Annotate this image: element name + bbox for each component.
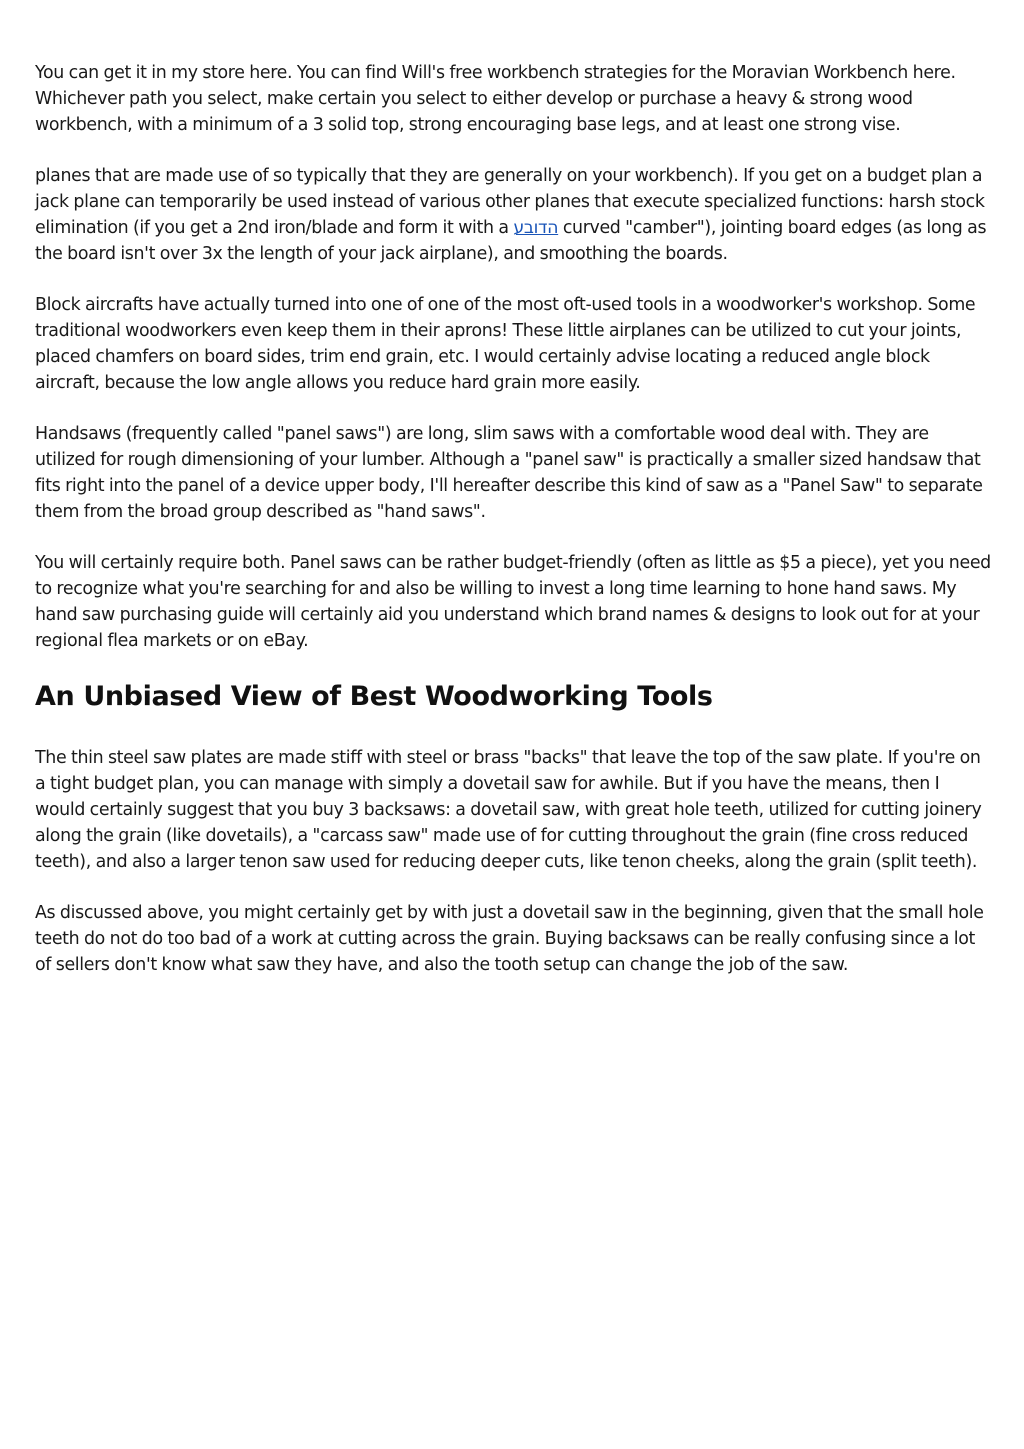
paragraph-handsaws: Handsaws (frequently called "panel saws") are long, slim saws with a comfortable wood deal with. They are utilized for rough dimensioning of your lumber. Although a "panel saw" is practically a smaller sized handsaw that fits right into the panel of a device upper body, I'll hereafter describe this kind of saw as a "Panel Saw" to separate them from the broad group described as "hand saws". — [35, 424, 983, 522]
paragraph-planes — [35, 163, 993, 267]
paragraph-dovetail-saw: As discussed above, you might certainly get by with just a dovetail saw in the beginning, given that the small hole teeth do not do too bad of a work at cutting across the grain. Buying backsaws can be really confusing since a lot of sellers don't know what saw they have, and also the tooth setup can change the job of the saw. — [35, 903, 984, 975]
paragraph-planes-text-end: curved "camber"), jointing board edges (as long as the board isn't over 3x the length of your jack airplane), and smoothing the boards. — [35, 218, 987, 264]
inline-link[interactable]: הדובע — [513, 218, 559, 238]
paragraph-backsaws: The thin steel saw plates are made stiff with steel or brass "backs" that leave the top of the saw plate. If you're on a tight budget plan, you can manage with simply a dovetail saw for awhile. But if you have the means, then I would certainly suggest that you buy 3 backsaws: a dovetail saw, with great hole teeth, utilized for cutting joinery along the grain (like dovetails), a "carcass saw" made use of for cutting throughout the grain (fine cross reduced teeth), and also a larger tenon saw used for reducing deeper cuts, like tenon cheeks, along the grain (split teeth). — [35, 748, 982, 872]
paragraph-workbench: You can get it in my store here. You can find Will's free workbench strategies for the Moravian Workbench here. Whichever path you select, make certain you select to either develop or purchase a heavy & strong wood workbench, with a minimum of a 3 solid top, strong encouraging base legs, and at least one strong vise. — [35, 63, 956, 135]
paragraph-planes-text-start: planes that are made use of so typically that they are generally on your workbench). If you get on a budget plan a jack plane can temporarily be used instead of various other planes that execute specialized functions: harsh stock elimination (if you get a 2nd iron/blade and form it with a — [35, 166, 985, 238]
section-heading: An Unbiased View of Best Woodworking Tools — [35, 681, 713, 712]
paragraph-block-planes: Block aircrafts have actually turned into one of one of the most oft-used tools in a woodworker's workshop. Some traditional woodworkers even keep them in their aprons! These little airplanes can be utilized to cut your joints, placed chamfers on board sides, trim end grain, etc. I would certainly advise locating a reduced angle block aircraft, because the low angle allows you reduce hard grain more easily. — [35, 295, 976, 393]
paragraph-panel-saws: You will certainly require both. Panel saws can be rather budget-friendly (often as little as $5 a piece), yet you need to recognize what you're searching for and also be willing to invest a long time learning to hone hand saws. My hand saw purchasing guide will certainly aid you understand which brand names & designs to look out for at your regional flea markets or on eBay. — [35, 553, 991, 651]
article-body — [35, 60, 993, 1003]
